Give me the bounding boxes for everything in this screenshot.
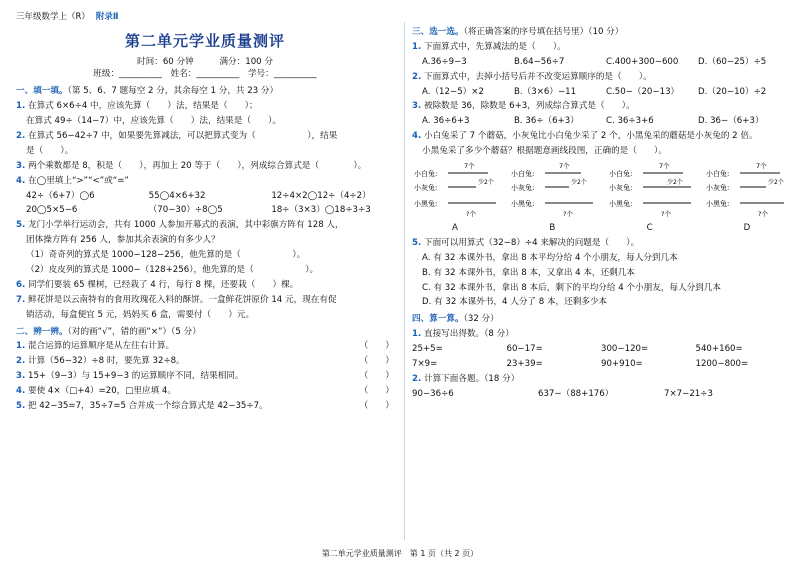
question-1-3: 3. 两个乘数都是 8，积是（ ），再加上 20 等于（ ），列成综合算式是（ ）。 — [16, 160, 367, 171]
svg-text:7个: 7个 — [464, 162, 475, 171]
option-3-5-b: B. 有 32 本课外书，拿出 8 本，又拿出 4 本，还剩几本 — [422, 267, 635, 278]
option-3-5-c: C. 有 32 本课外书，拿出 8 本后，剩下的平均分给 4 个小朋友，每人分到几本 — [422, 282, 721, 293]
question-1-4: 4. 在◯里填上“>”“<”或“=” — [16, 175, 129, 186]
question-3-4: 4. 小白兔采了 7 个蘑菇，小灰兔比小白兔少采了 2 个，小黑兔采的蘑菇是小灰兔的 2 倍。 — [412, 131, 758, 142]
judge-item: 3. 15+（9−3）与 15+9−3 的运算顺序不同，结果相同。 （ ） — [16, 371, 394, 382]
compare-row-2: 20◯5×5−6 （70−30）÷8◯5 18÷（3×3）◯18÷3÷3 — [26, 205, 371, 216]
question-1-5-c: （1）奇奇列的算式是 1000−128−256，他先算的是（ ）。 — [26, 250, 306, 261]
compare-row-1: 42÷（6+7）◯6 55◯4×6+32 12÷4×2◯12÷（4÷2） — [26, 190, 371, 201]
diagram-option — [704, 160, 790, 235]
diagram-option — [412, 160, 498, 235]
svg-text:小黑兔:: 小黑兔: — [511, 200, 535, 209]
svg-text:7个: 7个 — [658, 162, 670, 171]
judge-item: 4. 要使 4×（□+4）=20，□里应填 4。 （ ） — [16, 386, 394, 397]
section-2-heading: 二、辨一辨。（对的画“√”，错的画“×”）（5 分） — [16, 326, 201, 337]
question-3-1: 1. 下面算式中，先算减法的是（ ）。 — [412, 41, 566, 52]
question-1-1: 1. 在算式 6×6÷4 中，应该先算（ ）法，结果是（ ）； — [16, 101, 258, 112]
option-label: A — [452, 223, 458, 234]
svg-text:?个: ?个 — [757, 210, 768, 219]
column-divider — [404, 22, 405, 540]
svg-text:?个: ?个 — [466, 210, 476, 219]
diagram-option — [509, 160, 595, 235]
segment-diagram — [607, 160, 693, 222]
question-3-2: 2. 下面算式中，去掉小括号后并不改变运算顺序的是（ ）。 — [412, 71, 652, 82]
svg-text:小白兔:: 小白兔: — [414, 170, 438, 179]
oral-calc-row-1: 25+5= 60−17= 300−120= 540+160= — [412, 344, 743, 355]
svg-text:小黑兔:: 小黑兔: — [414, 200, 438, 209]
question-1-2-b: 是（ ）。 — [26, 145, 74, 156]
student-info-line: 班级：__________ 姓名：__________ 学号：__________ — [93, 69, 317, 80]
option-label: B — [549, 223, 556, 234]
question-1-7: 7. 鲜花饼是以云南特有的食用玫瑰花入料的酥饼。一盒鲜花饼原价 14 元，现在有促 — [16, 294, 337, 305]
segment-diagram — [509, 160, 595, 222]
svg-text:小灰兔:: 小灰兔: — [511, 184, 535, 193]
question-1-5: 5. 龙门小学举行运动会，共有 1000 人参加开幕式的表演，其中彩旗方阵有 128 人， — [16, 220, 344, 231]
judge-item: 5. 把 42−35=7，35÷7=5 合并成一个综合算式是 42−35÷7。 （ ） — [16, 400, 394, 411]
section-3-heading: 三、选一选。（将正确答案的序号填在括号里）（10 分） — [412, 27, 624, 37]
question-1-5-d: （2）皮皮列的算式是 1000−（128+256），他先算的是（ ）。 — [26, 264, 319, 275]
left-column — [16, 30, 394, 413]
question-1-1-b: 在算式 49÷（14−7）中，应该先算（ ）法，结果是（ ）。 — [26, 116, 282, 127]
calc-row: 90−36÷6 637−（88+176） 7×7−21÷3 — [412, 388, 713, 399]
svg-text:小白兔:: 小白兔: — [608, 170, 633, 179]
time-score-line: 时间：60 分钟 满分：100 分 — [137, 56, 273, 67]
options-3-1: A.36÷9−3 B.64−56÷7 C.400+300−600 D.（60−25）÷5 — [422, 56, 767, 67]
option-label: D — [743, 223, 751, 234]
question-4-2: 2. 计算下面各题。（18 分） — [412, 373, 520, 384]
page-title: 第二单元学业质量测评 — [124, 32, 285, 50]
svg-text:少2个: 少2个 — [571, 179, 588, 187]
svg-text:少2个: 少2个 — [478, 179, 494, 187]
svg-text:小黑兔:: 小黑兔: — [705, 200, 730, 209]
svg-text:小灰兔:: 小灰兔: — [608, 184, 633, 193]
svg-text:7个: 7个 — [559, 162, 570, 171]
question-3-5: 5. 下面可以用算式（32−8）÷4 来解决的问题是（ ）。 — [412, 237, 640, 248]
diagram-option — [607, 160, 693, 235]
svg-text:少2个: 少2个 — [767, 179, 784, 187]
svg-text:小黑兔:: 小黑兔: — [608, 200, 633, 209]
grade-label: 三年级数学上（R） — [16, 12, 90, 22]
svg-text:?个: ?个 — [563, 210, 574, 219]
judge-item: 2. 计算（56−32）÷8 时，要先算 32÷8。 （ ） — [16, 356, 394, 367]
section-1-heading: 一、填一填。（第 5、6、7 题每空 2 分，其余每空 1 分，共 23 分） — [16, 86, 279, 97]
judge-item: 1. 混合运算的运算顺序是从左往右计算。 （ ） — [16, 341, 394, 352]
line-diagrams — [412, 160, 790, 235]
segment-diagram — [704, 160, 790, 222]
svg-text:7个: 7个 — [755, 162, 767, 171]
svg-text:?个: ?个 — [660, 210, 671, 219]
segment-diagram — [412, 160, 498, 222]
question-1-5-b: 团体操方阵有 256 人，参加其余表演的有多少人？ — [26, 235, 220, 246]
question-1-7-b: 销活动，每盒便宜 5 元，妈妈买 6 盒，需要付（ ）元。 — [26, 309, 255, 320]
question-3-3: 3. 被除数是 36，除数是 6+3，列成综合算式是（ ）。 — [412, 101, 635, 112]
question-1-2: 2. 在算式 56−42÷7 中，如果要先算减法，可以把算式变为（ ），结果 — [16, 130, 338, 141]
header-label — [16, 10, 119, 22]
right-column — [412, 26, 790, 401]
svg-text:少2个: 少2个 — [666, 179, 683, 187]
question-1-6: 6. 同学们要装 65 棵树，已经栽了 4 行，每行 8 棵，还要栽（ ）棵。 — [16, 279, 299, 290]
question-4-1: 1. 直接写出得数。（8 分） — [412, 329, 514, 340]
page-footer: 第二单元学业质量测评 第 1 页（共 2 页） — [321, 549, 479, 558]
oral-calc-row-2: 7×9= 23+39= 90+910= 1200−800= — [412, 359, 749, 370]
svg-text:小白兔:: 小白兔: — [705, 170, 730, 179]
options-3-2: A.（12−5）×2 B.（3×6）−11 C.50−（20−13） D.（20−10）÷2 — [422, 86, 767, 97]
section-4-heading: 四、算一算。（32 分） — [412, 314, 499, 325]
option-label: C — [646, 223, 653, 234]
svg-text:小灰兔:: 小灰兔: — [414, 184, 438, 193]
question-3-4-b: 小黑兔采了多少个蘑菇？根据题意画线段图，正确的是（ ）。 — [422, 146, 667, 157]
option-3-5-d: D. 有 32 本课外书，4 人分了 8 本，还剩多少本 — [422, 297, 608, 308]
svg-text:小灰兔:: 小灰兔: — [705, 184, 730, 193]
option-3-5-a: A. 有 32 本课外书，拿出 8 本平均分给 4 个小朋友，每人分到几本 — [422, 252, 678, 263]
appendix-label: 附录Ⅱ — [95, 12, 119, 22]
options-3-3: A. 36÷6+3 B. 36÷（6+3） C. 36÷3+6 D. 36−（6+3） — [422, 116, 764, 127]
svg-text:小白兔:: 小白兔: — [511, 170, 535, 179]
